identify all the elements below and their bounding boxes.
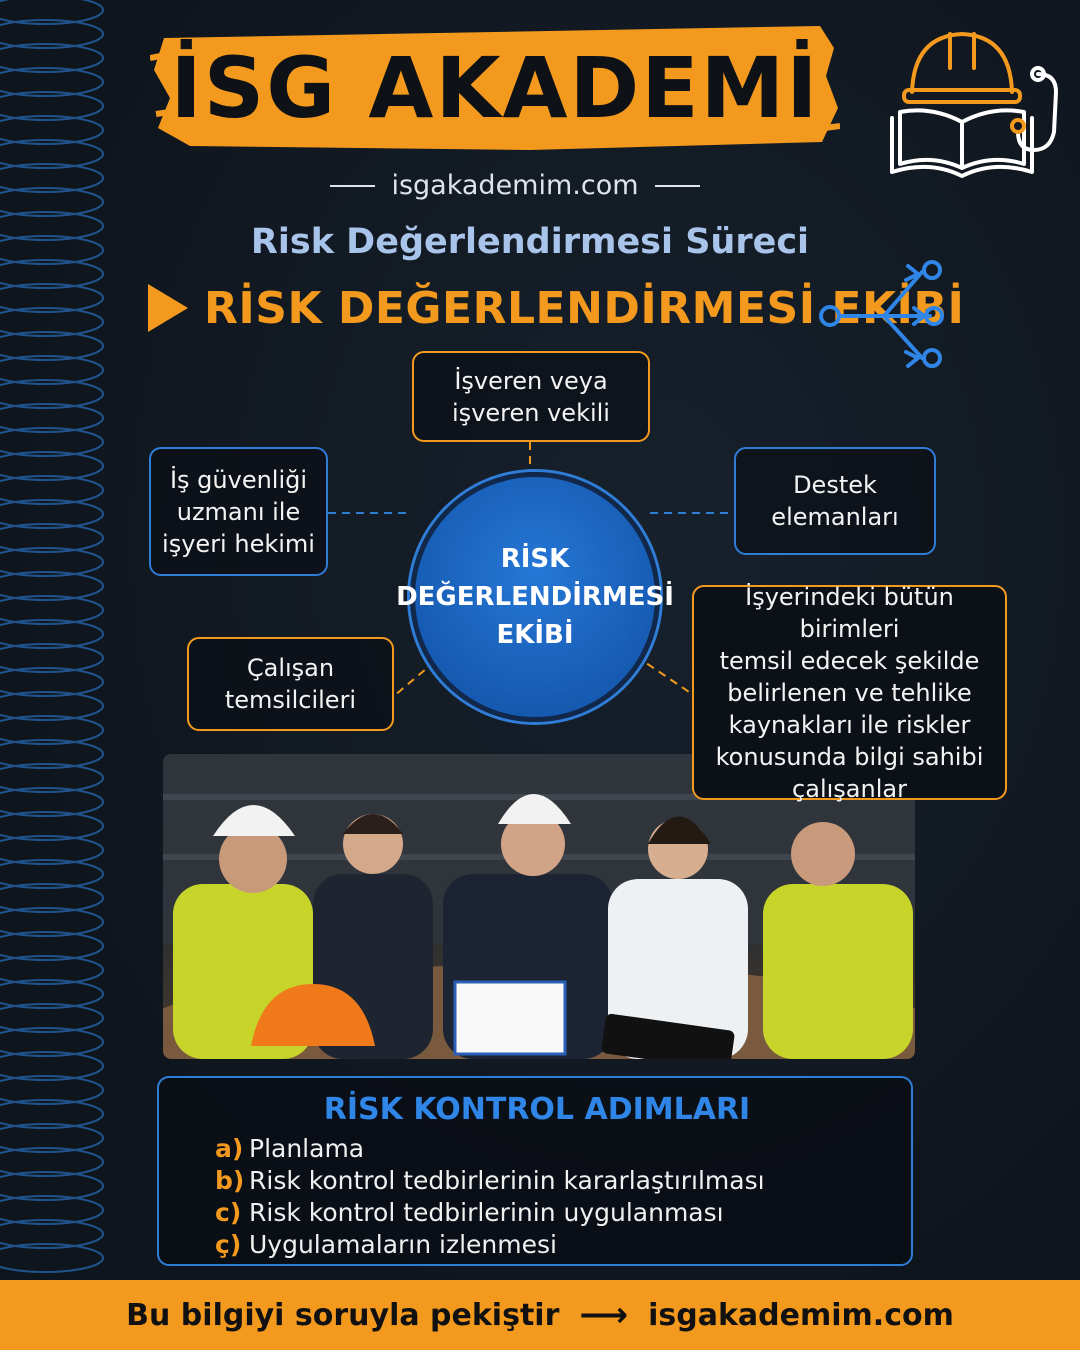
step-text: Planlama — [249, 1134, 365, 1163]
member-support-line: elemanları — [771, 503, 899, 531]
steps-title: RİSK KONTROL ADIMLARI — [323, 1092, 751, 1127]
center-circle — [396, 472, 674, 722]
center-line: RİSK — [500, 544, 570, 574]
step-item — [215, 1166, 765, 1195]
step-text: Risk kontrol tedbirlerinin uygulanması — [249, 1198, 724, 1227]
member-safety-line: işyeri hekimi — [162, 529, 315, 558]
step-letter: ç) — [215, 1230, 242, 1259]
step-letter: a) — [215, 1134, 244, 1163]
member-safety-line: uzmanı ile — [176, 497, 301, 526]
footer-banner — [0, 1280, 1080, 1350]
member-workers-line: belirlenen ve tehlike — [727, 678, 972, 707]
step-item — [215, 1230, 557, 1259]
step-item — [215, 1198, 724, 1227]
member-box-workers — [692, 582, 1007, 803]
risk-control-steps-panel — [157, 1076, 913, 1266]
member-box-safety — [149, 447, 328, 576]
member-workers-line: konusunda bilgi sahibi — [715, 742, 984, 771]
center-line: EKİBİ — [496, 620, 574, 650]
footer-site-link[interactable]: isgakademim.com — [648, 1297, 954, 1333]
member-employer-line: işveren vekili — [452, 398, 610, 427]
member-workers-line: temsil edecek şekilde — [719, 646, 980, 675]
subtitle: Risk Değerlendirmesi Süreci — [250, 222, 810, 262]
member-safety-line: İş güvenliği — [169, 465, 308, 494]
member-workers-line: İşyerindeki bütün birimleri — [745, 582, 954, 643]
arrow-right-icon: ⟶ — [579, 1295, 629, 1335]
step-text: Risk kontrol tedbirlerinin kararlaştırılması — [249, 1166, 765, 1195]
footer-cta: Bu bilgiyi soruyla pekiştir — [126, 1297, 560, 1333]
member-workers-line: kaynakları ile riskler — [728, 710, 971, 739]
site-url-text[interactable]: isgakademim.com — [391, 170, 639, 201]
step-text: Uygulamaların izlenmesi — [249, 1230, 557, 1259]
section-title-text: RİSK DEĞERLENDİRMESİ EKİBİ — [204, 282, 965, 334]
member-employer-line: İşveren veya — [454, 366, 608, 395]
center-line: DEĞERLENDİRMESİ — [396, 582, 674, 612]
step-item — [215, 1134, 364, 1163]
brand-title: İSG AKADEMİ — [170, 39, 820, 137]
member-reps-line: Çalışan — [246, 654, 335, 682]
member-reps-line: temsilcileri — [224, 686, 357, 714]
step-letter: c) — [215, 1198, 242, 1227]
member-box-employer — [412, 351, 650, 442]
member-box-support — [734, 447, 936, 555]
member-support-line: Destek — [793, 471, 877, 499]
member-workers-line: çalışanlar — [792, 774, 907, 803]
step-letter: b) — [215, 1166, 245, 1195]
member-box-reps — [187, 637, 394, 731]
